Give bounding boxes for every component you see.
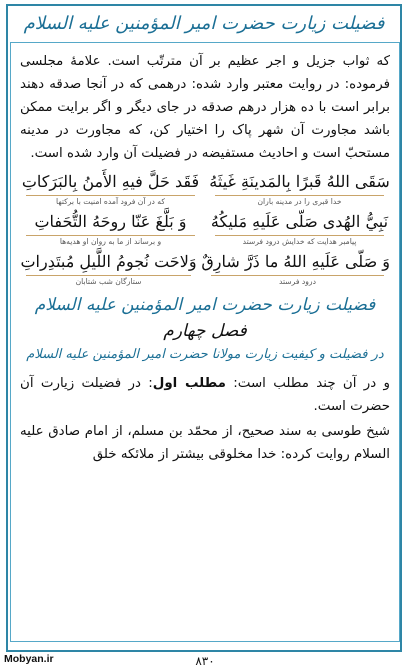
hemistich-right — [201, 249, 390, 287]
verse-translation: ستارگان شب شتابان — [26, 275, 191, 287]
verse-translation: درود فرستد — [211, 275, 384, 287]
hemistich-right — [209, 209, 390, 247]
verse-arabic: وَ صَلّى عَلَيهِ اللهُ ما ذَرَّ شارِقٌ — [201, 252, 390, 271]
hemistich-left — [20, 209, 201, 247]
paragraph-matlab-bold: مطلب اول — [152, 376, 226, 391]
verse-arabic: وَ بَلَّغَ عَنّا روحَهُ التُّحَفاتِ — [34, 212, 187, 231]
page-number: ۸۳۰ — [195, 654, 215, 668]
verse-row-2 — [20, 209, 390, 247]
verse-translation: و برساند از ما به روان او هدیه‌ها — [26, 235, 195, 247]
verse-translation: پیامبر هدایت که خدایش درود فرستد — [215, 235, 384, 247]
paragraph-hadith: شیخ طوسی به سند صحیح، از محمّد بن مسلم، از امام صادق علیه السلام روایت کرده: خدا مخلوقی بیشتر از ملائکه خلق — [20, 424, 390, 462]
verse-translation: که در آن فرود آمده امنیت با برکتها — [26, 195, 195, 207]
paragraph-matlab-rest: : در فضیلت زیارت آن حضرت است. — [20, 376, 390, 414]
verse-row-1 — [20, 169, 390, 207]
hemistich-right — [209, 169, 390, 207]
verse-translation: خدا قبری را در مدینه باران — [215, 195, 384, 207]
paragraph-matlab — [20, 372, 390, 418]
verse-row-3 — [20, 249, 390, 287]
page-content — [20, 50, 390, 466]
paragraph-intro: که ثواب جزیل و اجر عظیم بر آن مترتّب است. علامهٔ مجلسی فرموده: در روایت معتبر وارد شده: درهمی که در آنجا صدقه دهند برابر است با ده هزار درهم صدقه در جای دیگر و اگر برایت ممکن باشد مجاورت آن شهر پاک را اختیار کن، که مجاورت در مدینه مستحبّ است و احادیث مستفیضه در فضیلت آن وارد شده است. — [20, 54, 390, 161]
chapter-subheading: در فضیلت و کیفیت زیارت مولانا حضرت امیر المؤمنین علیه السلام — [26, 347, 384, 362]
section-heading: فضیلت زیارت حضرت امیر المؤمنین علیه السلام — [34, 295, 376, 315]
paragraph-matlab-prefix: و در آن چند مطلب است: — [225, 376, 390, 391]
verse-arabic: وَلاحَت نُجومُ اللَّيلِ مُبتَدِراتِ — [20, 252, 197, 271]
page-header-title: فضیلت زیارت حضرت امیر المؤمنین علیه السلام — [23, 12, 385, 34]
poem-block — [20, 169, 390, 287]
hemistich-left — [20, 169, 201, 207]
verse-arabic: سَقَى اللهُ قَبرًا بِالمَدينَةِ غَيثَهُ — [209, 172, 390, 191]
hemistich-left — [20, 249, 197, 287]
verse-arabic: فَقَد حَلَّ فيهِ الأَمنُ بِالبَرَكاتِ — [21, 172, 200, 191]
chapter-heading: فصل چهارم — [163, 321, 247, 341]
site-watermark[interactable]: Mobyan.ir — [4, 653, 54, 665]
verse-arabic: نَبِيُّ الهُدى صَلّى عَلَيهِ مَليكُهُ — [210, 212, 389, 231]
